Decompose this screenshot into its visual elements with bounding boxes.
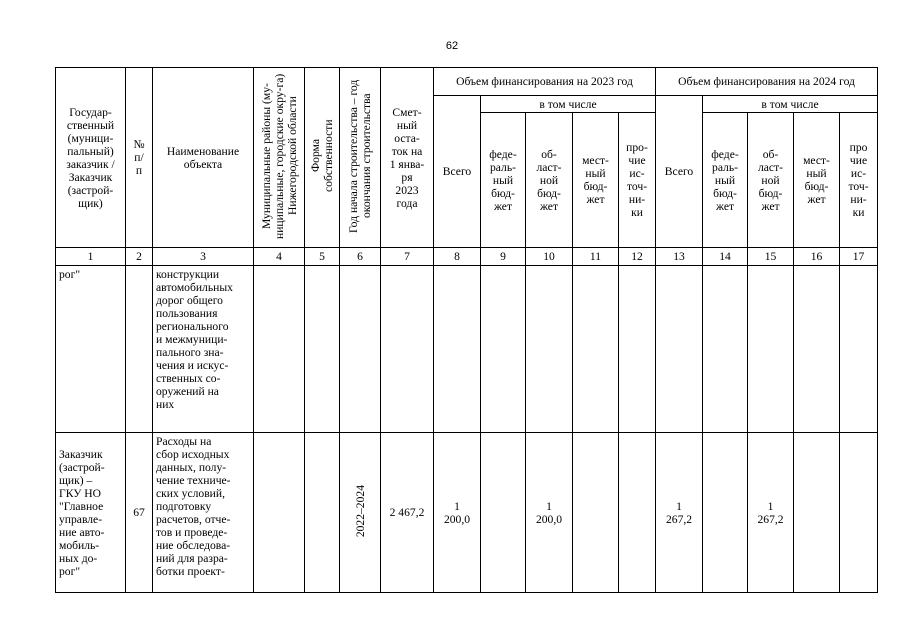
row-number: [126, 266, 153, 433]
column-number: 5: [305, 248, 340, 266]
header-local-2023: мест- ный бюд- жет: [573, 113, 619, 248]
row-ownership: [305, 266, 340, 433]
row-regional-2024: [748, 266, 794, 433]
column-number: 2: [126, 248, 153, 266]
header-remainder: Смет- ный оста- ток на 1 янва- ря 2023 года: [381, 68, 434, 248]
header-other-2024: про чие ис- точ- ни- ки: [840, 113, 878, 248]
column-number-row: [56, 248, 878, 266]
row-other-2023: [619, 266, 656, 433]
row-local-2023: [573, 266, 619, 433]
row-total-2024: 1 267,2: [656, 433, 703, 593]
financing-table: [55, 67, 878, 593]
header-ownership-text: Форма собственности: [309, 119, 335, 193]
row-federal-2024: [703, 266, 748, 433]
row-other-2024: [840, 266, 878, 433]
row-object-name: конструкции автомобильных дорог общего пользования регионального и межмуници- пального зна- чения и искус- ственных со- оружений на них: [153, 266, 254, 433]
table-row: [56, 266, 878, 433]
column-number: 8: [434, 248, 481, 266]
row-remainder: [381, 266, 434, 433]
header-districts: [254, 68, 305, 248]
column-number: 12: [619, 248, 656, 266]
row-number: 67: [126, 433, 153, 593]
row-total-2023: [434, 266, 481, 433]
column-number: 13: [656, 248, 703, 266]
header-funding-2024: Объем финансирования на 2024 год: [656, 68, 878, 96]
row-remainder: 2 467,2: [381, 433, 434, 593]
column-number: 14: [703, 248, 748, 266]
row-object-name: Расходы на сбор исходных данных, полу- чение техниче- ских условий, подготовку расчетов, отче- тов и проведе- ние обследова- ний для разра- ботки проект-: [153, 433, 254, 593]
header-regional-2023: об- ласт- ной бюд- жет: [526, 113, 573, 248]
row-ownership: [305, 433, 340, 593]
row-local-2024: [794, 266, 840, 433]
row-districts: [254, 433, 305, 593]
header-regional-2024: об- ласт- ной бюд- жет: [748, 113, 794, 248]
row-federal-2023: [481, 433, 526, 593]
column-number: 10: [526, 248, 573, 266]
header-years-text: Год начала строительства – год окончания строительства: [347, 79, 373, 233]
row-districts: [254, 266, 305, 433]
header-row-1: [56, 68, 878, 96]
column-number: 11: [573, 248, 619, 266]
column-number: 4: [254, 248, 305, 266]
header-funding-2023: Объем финансирования на 2023 год: [434, 68, 656, 96]
row-years: [340, 266, 381, 433]
header-including-2024: в том числе: [703, 96, 878, 113]
row-local-2023: [573, 433, 619, 593]
column-number: 9: [481, 248, 526, 266]
column-number: 17: [840, 248, 878, 266]
row-other-2024: [840, 433, 878, 593]
column-number: 7: [381, 248, 434, 266]
row-total-2024: [656, 266, 703, 433]
page-number: 62: [445, 40, 459, 52]
row-other-2023: [619, 433, 656, 593]
row-customer: рог": [56, 266, 126, 433]
column-number: 1: [56, 248, 126, 266]
header-total-2024: Всего: [656, 96, 703, 248]
row-customer: Заказчик (застрой- щик) – ГКУ НО "Главное управле- ние авто- мобиль- ных до- рог": [56, 433, 126, 593]
header-number: № п/ п: [126, 68, 153, 248]
header-total-2023: Всего: [434, 96, 481, 248]
header-federal-2023: феде- раль- ный бюд- жет: [481, 113, 526, 248]
header-other-2023: про- чие ис- точ- ни- ки: [619, 113, 656, 248]
row-federal-2024: [703, 433, 748, 593]
column-number: 3: [153, 248, 254, 266]
column-number: 16: [794, 248, 840, 266]
column-number: 6: [340, 248, 381, 266]
row-regional-2023: [526, 266, 573, 433]
header-ownership: [305, 68, 340, 248]
header-customer: Государ- ственный (муници- пальный) заказчик / Заказчик (застрой- щик): [56, 68, 126, 248]
header-including-2023: в том числе: [481, 96, 656, 113]
table-row: [56, 433, 878, 593]
header-object-name: Наименование объекта: [153, 68, 254, 248]
row-years-text: 2022–2024: [353, 484, 367, 538]
header-federal-2024: феде- раль- ный бюд- жет: [703, 113, 748, 248]
header-districts-text: Муниципальные районы (му-ниципальные, городские окру-га) Нижегородской области: [259, 73, 299, 239]
header-years: [340, 68, 381, 248]
row-federal-2023: [481, 266, 526, 433]
column-number: 15: [748, 248, 794, 266]
row-years: [340, 433, 381, 593]
row-total-2023: 1 200,0: [434, 433, 481, 593]
row-regional-2024: 1 267,2: [748, 433, 794, 593]
row-regional-2023: 1 200,0: [526, 433, 573, 593]
row-local-2024: [794, 433, 840, 593]
header-local-2024: мест- ный бюд- жет: [794, 113, 840, 248]
